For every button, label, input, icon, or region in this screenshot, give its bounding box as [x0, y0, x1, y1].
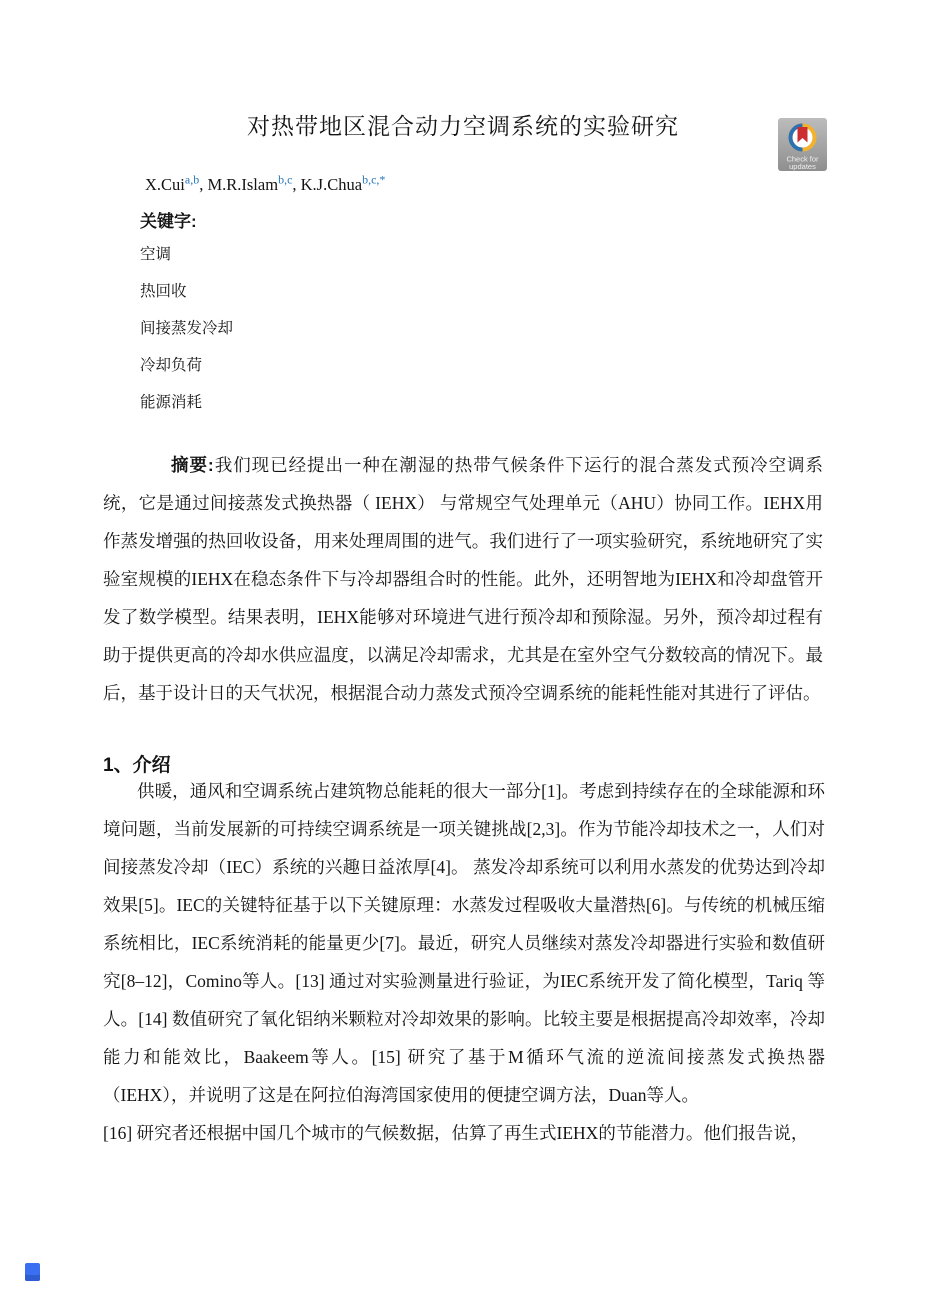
keyword-item: 能源消耗 [140, 394, 203, 411]
keyword-item: 间接蒸发冷却 [140, 320, 234, 337]
author-name: K.J.Chua [300, 175, 363, 194]
author-affiliation-sup: a,b [184, 172, 200, 187]
introduction-paragraph-2: [16] 研究者还根据中国几个城市的气候数据，估算了再生式IEHX的节能潜力。他们报告说， [103, 1123, 809, 1143]
abstract-text: 我们现已经提出一种在潮湿的热带气候条件下运行的混合蒸发式预冷空调系统，它是通过间接蒸发式换热器（ IEHX） 与常规空气处理单元（AHU）协同工作。IEHX用作蒸发增强的热回收设备，用来处理周围的进气。我们进行了一项实验研究，系统地研究了实验室规模的IEHX在稳态条件下与冷却器组合时的性能。此外，还明智地为IEHX和冷却盘管开发了数学模型。结果表明，IEHX能够对环境进气进行预冷却和预除湿。另外，预冷却过程有助于提供更高的冷却水供应温度，以满足冷却需求，尤其是在室外空气分数较高的情况下。最后，基于设计日的天气状况，根据混合动力蒸发式预冷空调系统的能耗性能对其进行了评估。 [103, 455, 824, 703]
author-affiliation-sup: b,c [278, 172, 293, 187]
introduction-paragraph-1: 供暖，通风和空调系统占建筑物总能耗的很大一部分[1]。考虑到持续存在的全球能源和环境问题，当前发展新的可持续空调系统是一项关键挑战[2,3]。作为节能冷却技术之一，人们对间接蒸发冷却（IEC）系统的兴趣日益浓厚[4]。 蒸发冷却系统可以利用水蒸发的优势达到冷却效果[5]。IEC的关键特征基于以下关键原理：水蒸发过程吸收大量潜热[6]。与传统的机械压缩系统相比，IEC系统消耗的能量更少[7]。最近，研究人员继续对蒸发冷却器进行实验和数值研究[8–12]，Comino等人。[13] 通过对实验测量进行验证，为IEC系统开发了简化模型，Tariq 等人。[14] 数值研究了氧化铝纳米颗粒对冷却效果的影响。比较主要是根据提高冷却效率，冷却能力和能效比，Baakeem等人。[15] 研究了基于M循环气流的逆流间接蒸发式换热器（IEHX），并说明了这是在阿拉伯海湾国家使用的便捷空调方法，Duan等人。 [103, 781, 825, 1105]
section-heading-introduction: 1、介绍 [103, 755, 171, 776]
paper-title: 对热带地区混合动力空调系统的实验研究 [247, 114, 679, 139]
page-corner-mark [25, 1263, 40, 1281]
author-name: M.R.Islam [207, 175, 279, 194]
introduction-section [103, 772, 825, 1152]
badge-text-line1: Check for [786, 154, 819, 164]
keyword-item: 冷却负荷 [140, 357, 203, 374]
author-separator: , [199, 175, 204, 194]
abstract-paragraph [103, 446, 823, 712]
keyword-item: 热回收 [140, 283, 187, 300]
abstract-label: 摘要: [171, 455, 214, 475]
keyword-item: 空调 [140, 246, 172, 263]
keywords-list [140, 236, 233, 421]
badge-text-line2: updates [789, 162, 816, 171]
author-affiliation-sup: b,c,* [362, 172, 386, 187]
authors-line [145, 173, 385, 197]
author-name: X.Cui [145, 175, 185, 194]
keywords-label: 关键字: [140, 212, 197, 231]
author-separator: , [292, 175, 297, 194]
